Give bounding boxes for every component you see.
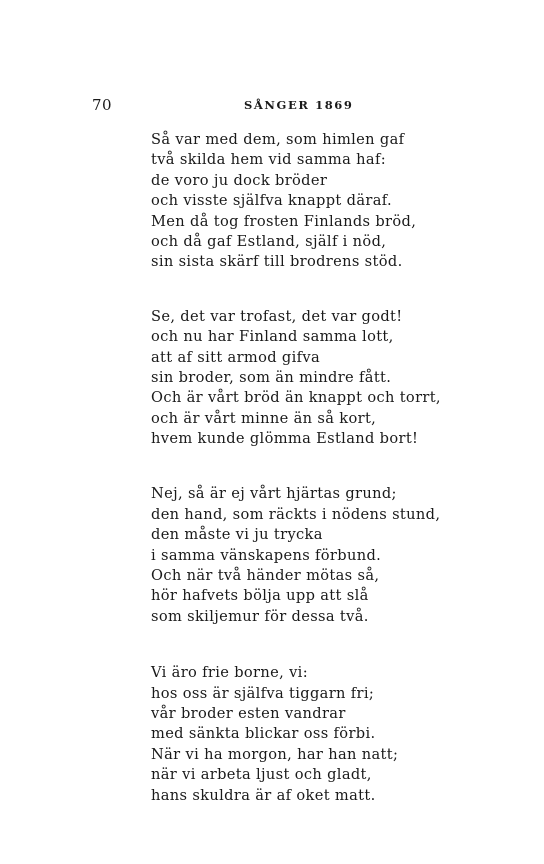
stanza-1: [151, 130, 451, 273]
poem-line: två skilda hem vid samma haf:: [151, 151, 386, 169]
poem-line: Så var med dem, som himlen gaf: [151, 131, 405, 148]
poem-line: och visste själfva knappt däraf.: [151, 192, 392, 210]
stanza-4: [151, 663, 451, 806]
running-title: SÅNGER 1869: [244, 98, 354, 112]
poem-line: sin broder, som än mindre fått.: [151, 368, 392, 386]
poem-line: sin sista skärf till brodrens stöd.: [151, 253, 403, 271]
poem-line: och nu har Finland samma lott,: [151, 328, 394, 346]
poem-line: de voro ju dock bröder: [151, 171, 328, 189]
poem-line: hos oss är själfva tiggarn fri;: [151, 684, 375, 702]
poem-line: När vi ha morgon, har han natt;: [151, 745, 399, 763]
poem-line: hvem kunde glömma Estland bort!: [151, 430, 419, 448]
poem-line: som skiljemur för dessa två.: [151, 607, 369, 625]
poem-line: i samma vänskapens förbund.: [151, 546, 382, 564]
stanza-divider: [151, 449, 451, 484]
stanza-3: [151, 484, 451, 627]
poem-line: att af sitt armod gifva: [151, 348, 321, 366]
poem-line: och då gaf Estland, själf i nöd,: [151, 232, 387, 250]
poem-line: Nej, så är ej vårt hjärtas grund;: [151, 485, 397, 503]
poem-line: när vi arbeta ljust och gladt,: [151, 766, 372, 784]
poem-line: Och när två händer mötas så,: [151, 567, 380, 585]
stanza-2: [151, 307, 451, 450]
poem-line: Och är vårt bröd än knappt och torrt,: [151, 389, 441, 407]
poem-line: med sänkta blickar oss förbi.: [151, 725, 376, 743]
page-number: 70: [92, 96, 113, 114]
stanza-divider: [151, 273, 451, 307]
poem-line: och är vårt minne än så kort,: [151, 409, 377, 427]
poem-line: vår broder esten vandrar: [151, 704, 346, 722]
poem-line: Vi äro frie borne, vi:: [151, 664, 308, 682]
poem-line: hör hafvets bölja upp att slå: [151, 587, 369, 605]
poem-line: hans skuldra är af oket matt.: [151, 786, 376, 804]
page-header: [0, 96, 544, 118]
poem-line: den måste vi ju trycka: [151, 526, 323, 544]
poem-line: Se, det var trofast, det var godt!: [151, 307, 403, 325]
stanza-divider: [151, 627, 451, 663]
poem-line: den hand, som räckts i nödens stund,: [151, 505, 441, 523]
poem-line: Men då tog frosten Finlands bröd,: [151, 212, 417, 230]
poem-body: [151, 130, 451, 806]
